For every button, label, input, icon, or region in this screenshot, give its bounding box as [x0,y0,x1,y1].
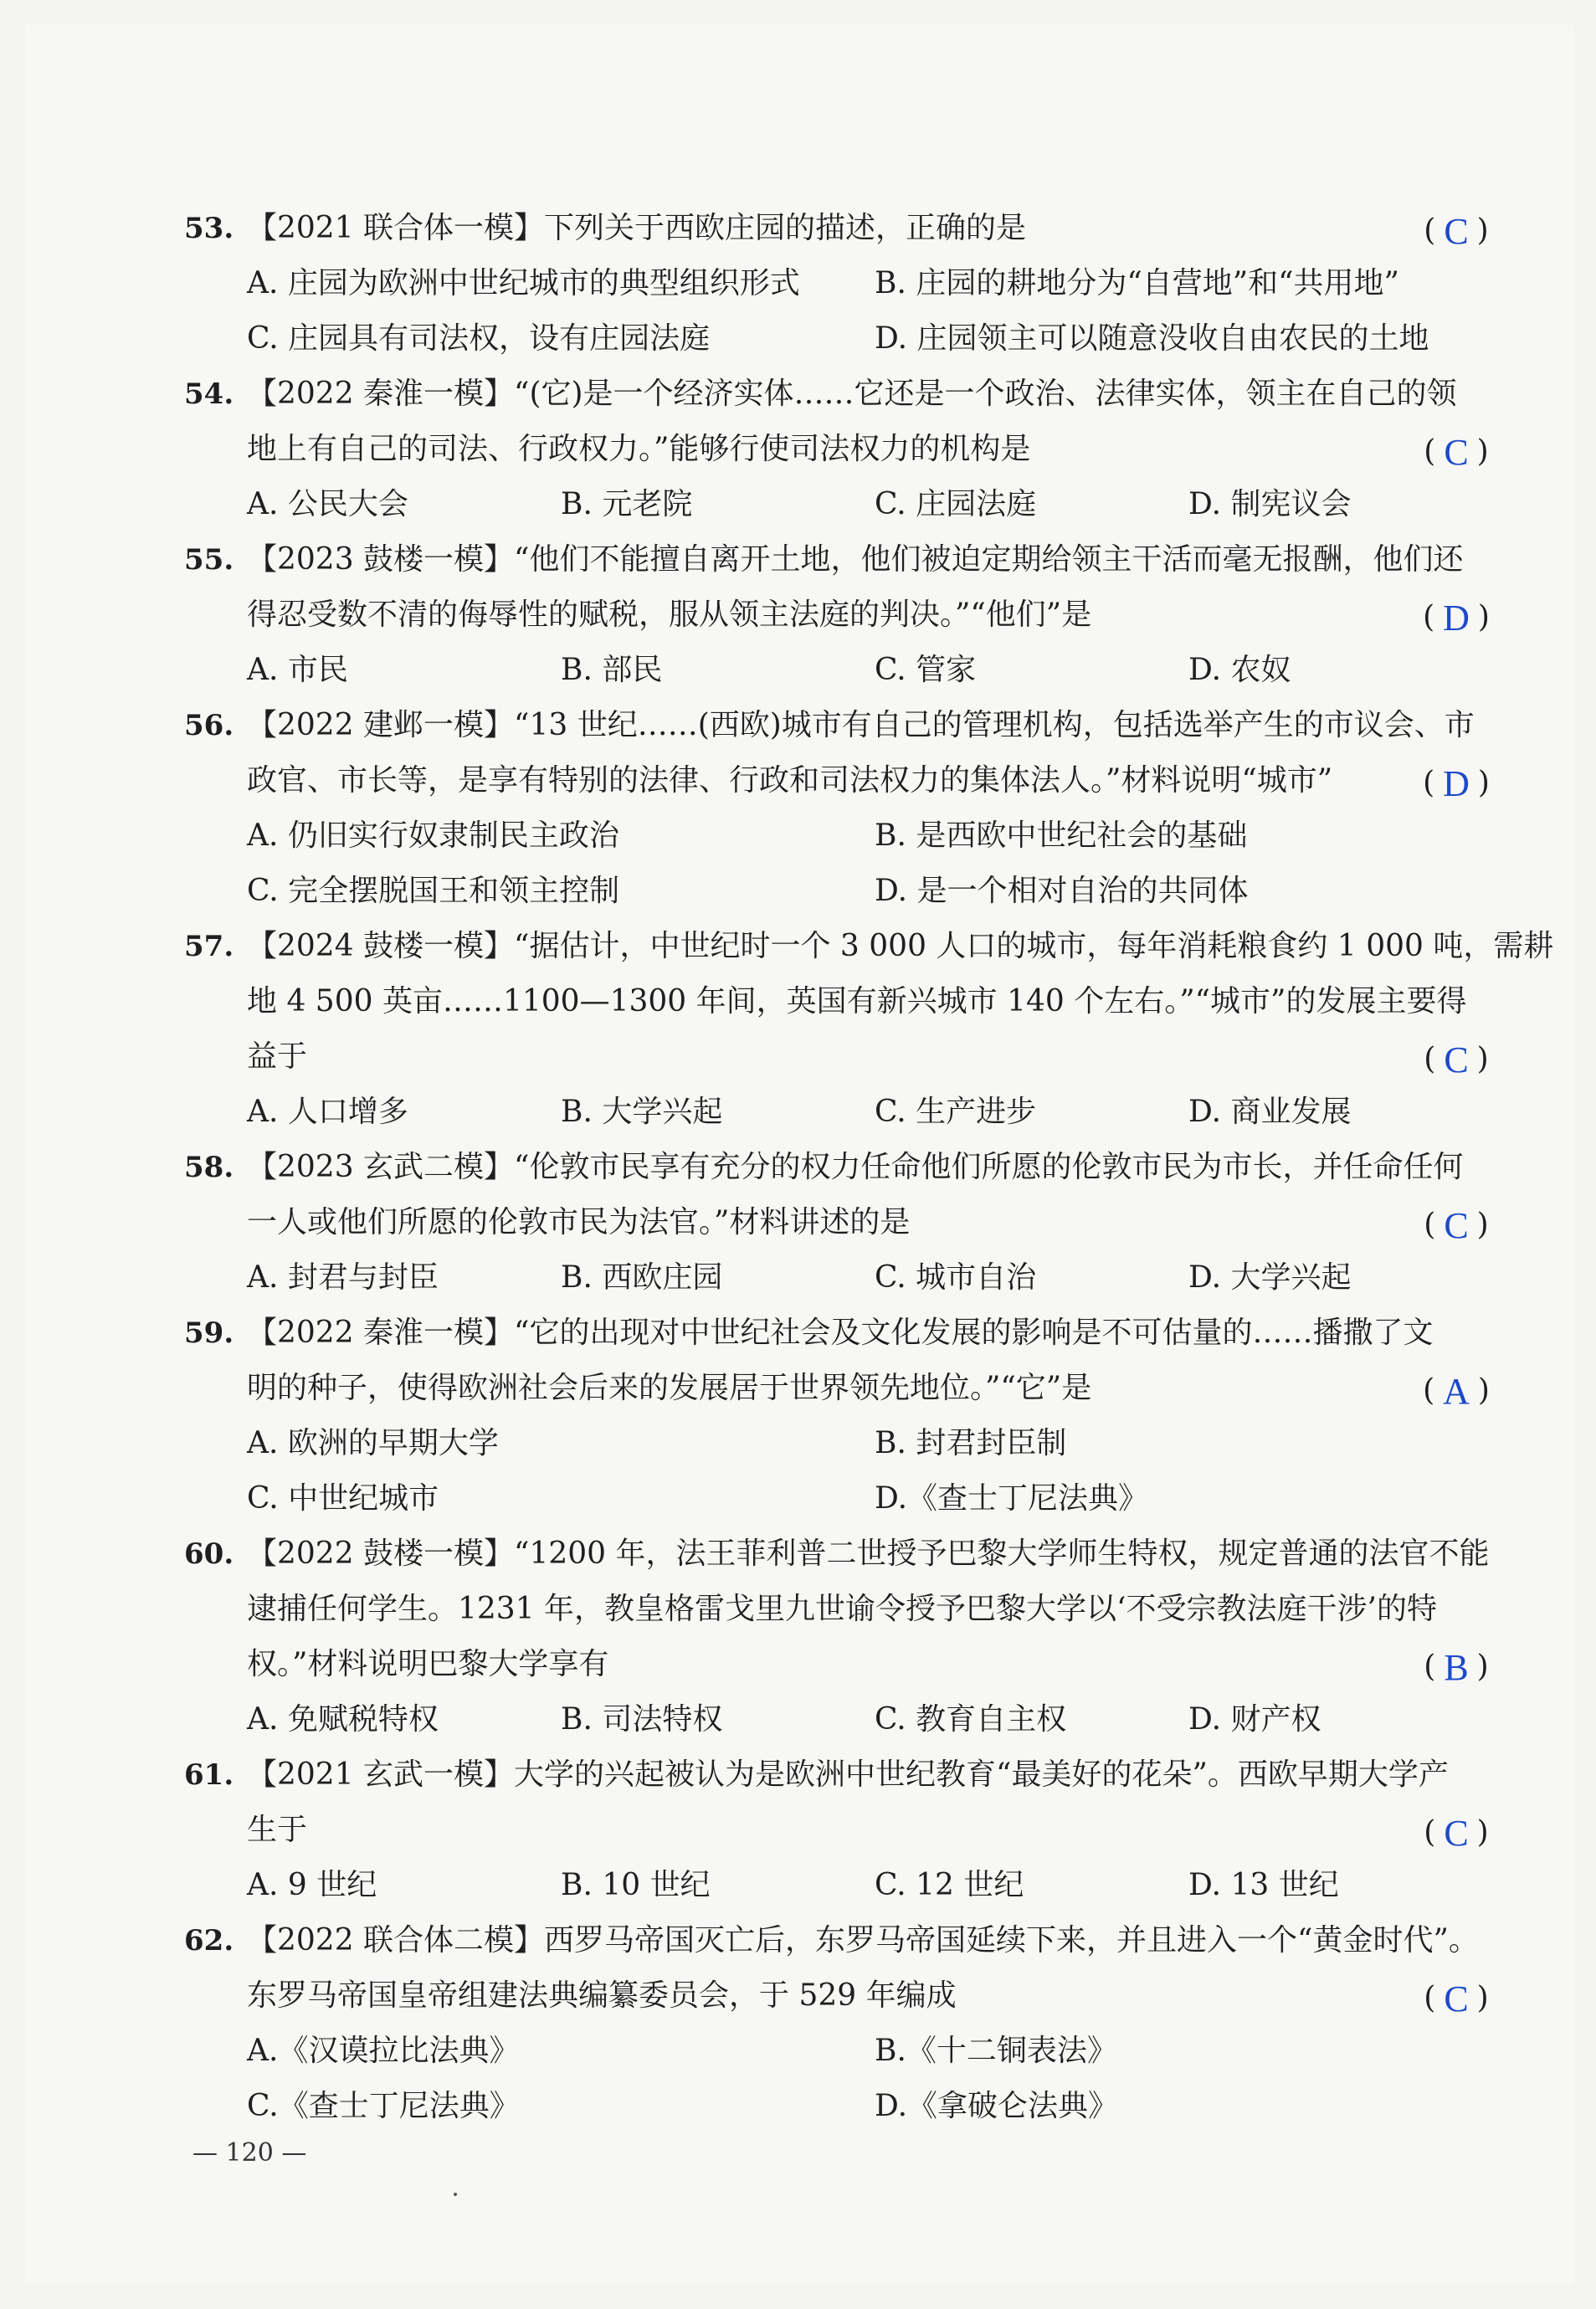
answer-box: ( C ) [1406,1195,1506,1253]
option-d: D. 13 世纪 [1188,1868,1339,1902]
question-stem-text: 【2022 联合体二模】西罗马帝国灭亡后，东罗马帝国延续下来，并且进入一个“黄金时代”。 [247,1923,1479,1958]
option-a: A. 欧洲的早期大学 [247,1426,499,1460]
answer-box: ( A ) [1406,1361,1506,1419]
question-number: 53. [184,212,234,245]
page-number: — 120 — [192,2138,307,2168]
question-stem-line [184,753,1506,808]
answer-letter: B [1444,1647,1469,1688]
option-b: B. 元老院 [561,487,693,521]
answer-box: ( C ) [1406,1803,1506,1860]
question-stem-line [184,1306,1506,1361]
option-a: A. 免赋税特权 [247,1702,439,1737]
options-row [184,1416,1506,1471]
page [25,25,1573,2285]
answer-letter: C [1444,1039,1469,1080]
question-stem-line [184,1913,1506,1968]
answer-letter: D [1443,763,1470,804]
options-row [184,643,1506,698]
question-number: 57. [184,930,234,963]
question-stem-line [184,532,1506,588]
option-d: D.《拿破仑法典》 [875,2089,1119,2123]
option-d: D. 是一个相对自治的共同体 [875,874,1249,908]
answer-box: ( C ) [1406,422,1506,480]
question-number: 60. [184,1537,234,1571]
question-item [184,1527,1506,1747]
question-stem-line [184,588,1506,643]
question-item [184,532,1506,698]
question-stem-line [184,1527,1506,1582]
option-b: B. 是西欧中世纪社会的基础 [875,818,1248,853]
option-b: B. 司法特权 [561,1702,723,1737]
question-item [184,1747,1506,1913]
question-stem-text: 【2023 鼓楼一模】“他们不能擅自离开土地，他们被迫定期给领主干活而毫无报酬，他们还 [247,542,1464,577]
option-b: B. 庄园的耕地分为“自营地”和“共用地” [875,266,1399,300]
answer-letter: C [1444,1813,1469,1854]
question-number: 58. [184,1151,234,1184]
question-stem-text: 【2022 鼓楼一模】“1200 年，法王菲利普二世授予巴黎大学师生特权，规定普通的法官不能 [247,1537,1490,1571]
options-row [184,2024,1506,2079]
options-row [184,1250,1506,1306]
question-number: 59. [184,1316,234,1350]
question-stem-text: 【2022 秦淮一模】“它的出现对中世纪社会及文化发展的影响是不可估量的……播撒了文 [247,1316,1434,1350]
option-c: C.《查士丁尼法典》 [247,2089,520,2123]
question-stem-text: 地 4 500 英亩……1100—1300 年间，英国有新兴城市 140 个左右。”“城市”的发展主要得 [247,984,1467,1019]
options-row [184,864,1506,919]
option-a: A. 仍旧实行奴隶制民主政治 [247,818,619,853]
option-c: C. 城市自治 [875,1260,1037,1295]
option-d: D. 商业发展 [1188,1095,1352,1129]
question-stem-line [184,1747,1506,1803]
option-d: D. 财产权 [1188,1702,1321,1737]
stray-dot [454,2193,457,2196]
answer-letter: D [1443,598,1470,639]
question-item [184,201,1506,367]
options-row [184,311,1506,367]
answer-box: ( B ) [1406,1637,1506,1695]
option-d: D. 农奴 [1188,653,1291,687]
option-c: C. 12 世纪 [875,1868,1024,1902]
question-number: 54. [184,377,234,411]
options-row [184,1858,1506,1913]
question-stem-text: 地上有自己的司法、行政权力。”能够行使司法权力的机构是 [247,432,1031,466]
question-item [184,1913,1506,2134]
question-item [184,919,1554,1140]
option-d: D. 大学兴起 [1188,1260,1352,1295]
question-stem-text: 【2022 建邺一模】“13 世纪……(西欧)城市有自己的管理机构，包括选举产生的市议会、市 [247,708,1475,742]
question-stem-text: 益于 [247,1039,308,1074]
question-stem-line [184,1361,1506,1416]
question-stem-line [184,1803,1506,1858]
option-c: C. 完全摆脱国王和领主控制 [247,874,620,908]
question-stem-line [184,1582,1506,1637]
question-stem-text: 【2023 玄武二模】“伦敦市民享有充分的权力任命他们所愿的伦敦市民为市长，并任命任何 [247,1150,1464,1184]
option-a: A. 封君与封臣 [247,1260,439,1295]
option-b: B. 10 世纪 [561,1868,711,1902]
question-stem-text: 生于 [247,1813,308,1847]
answer-letter: C [1444,432,1469,473]
question-number: 61. [184,1758,234,1792]
question-stem-line [184,1195,1506,1250]
options-row [184,2079,1506,2134]
question-stem-line [184,1029,1506,1085]
option-b: B.《十二铜表法》 [875,2034,1117,2068]
question-stem-text: 【2024 鼓楼一模】“据估计，中世纪时一个 3 000 人口的城市，每年消耗粮食约 1 000 吨，需耕 [247,929,1554,963]
option-c: C. 中世纪城市 [247,1481,439,1516]
question-number: 55. [184,543,234,577]
option-b: B. 西欧庄园 [561,1260,723,1295]
option-d: D. 庄园领主可以随意没收自由农民的土地 [875,321,1429,356]
question-stem-text: 明的种子，使得欧洲社会后来的发展居于世界领先地位。”“它”是 [247,1371,1092,1405]
question-stem-text: 【2021 联合体一模】下列关于西欧庄园的描述，正确的是 [247,211,1027,245]
option-a: A. 9 世纪 [247,1868,377,1902]
answer-box: ( C ) [1406,1029,1506,1087]
option-c: C. 庄园具有司法权，设有庄园法庭 [247,321,711,356]
options-row [184,1085,1506,1140]
option-b: B. 封君封臣制 [875,1426,1067,1460]
option-c: C. 生产进步 [875,1095,1037,1129]
options-row [184,1692,1506,1747]
answer-letter: C [1444,1978,1469,2019]
option-a: A.《汉谟拉比法典》 [247,2034,520,2068]
option-c: C. 管家 [875,653,977,687]
answer-letter: C [1444,211,1469,252]
question-number: 56. [184,709,234,742]
option-a: A. 市民 [247,653,348,687]
question-stem-line [184,919,1554,974]
question-stem-line [184,974,1506,1029]
question-item [184,1306,1506,1527]
option-b: B. 大学兴起 [561,1095,723,1129]
question-stem-text: 政官、市长等，是享有特别的法律、行政和司法权力的集体法人。”材料说明“城市” [247,763,1333,798]
question-stem-line [184,1637,1506,1692]
answer-box: ( D ) [1406,588,1506,645]
options-row [184,808,1506,864]
options-row [184,256,1506,311]
question-stem-line [184,698,1506,753]
answer-box: ( C ) [1406,201,1506,259]
question-stem-text: 【2021 玄武一模】大学的兴起被认为是欧洲中世纪教育“最美好的花朵”。西欧早期大学产 [247,1757,1449,1792]
question-item [184,367,1506,532]
options-row [184,1471,1506,1527]
option-d: D. 制宪议会 [1188,487,1352,521]
question-stem-text: 权。”材料说明巴黎大学享有 [247,1647,609,1681]
question-list [184,201,1554,2134]
option-a: A. 人口增多 [247,1095,408,1129]
question-item [184,698,1506,919]
option-c: C. 教育自主权 [875,1702,1067,1737]
question-stem-text: 【2022 秦淮一模】“(它)是一个经济实体……它还是一个政治、法律实体，领主在自己的领 [247,377,1457,411]
question-number: 62. [184,1924,234,1958]
answer-letter: C [1444,1205,1469,1246]
question-stem-text: 东罗马帝国皇帝组建法典编纂委员会，于 529 年编成 [247,1978,957,2013]
answer-box: ( D ) [1406,753,1506,811]
answer-box: ( C ) [1406,1968,1506,2026]
question-stem-line [184,422,1506,477]
question-stem-line [184,367,1506,422]
question-stem-line [184,1140,1506,1195]
question-stem-text: 一人或他们所愿的伦敦市民为法官。”材料讲述的是 [247,1205,911,1239]
option-c: C. 庄园法庭 [875,487,1037,521]
question-stem-line [184,201,1506,256]
option-d: D.《查士丁尼法典》 [875,1481,1149,1516]
question-item [184,1140,1506,1306]
option-a: A. 庄园为欧洲中世纪城市的典型组织形式 [247,266,800,300]
option-b: B. 部民 [561,653,663,687]
option-a: A. 公民大会 [247,487,408,521]
options-row [184,477,1506,532]
answer-letter: A [1443,1371,1470,1412]
question-stem-line [184,1968,1506,2024]
question-stem-text: 逮捕任何学生。1231 年，教皇格雷戈里九世谕令授予巴黎大学以‘不受宗教法庭干涉’的特 [247,1592,1437,1626]
question-stem-text: 得忍受数不清的侮辱性的赋税，服从领主法庭的判决。”“他们”是 [247,598,1092,632]
